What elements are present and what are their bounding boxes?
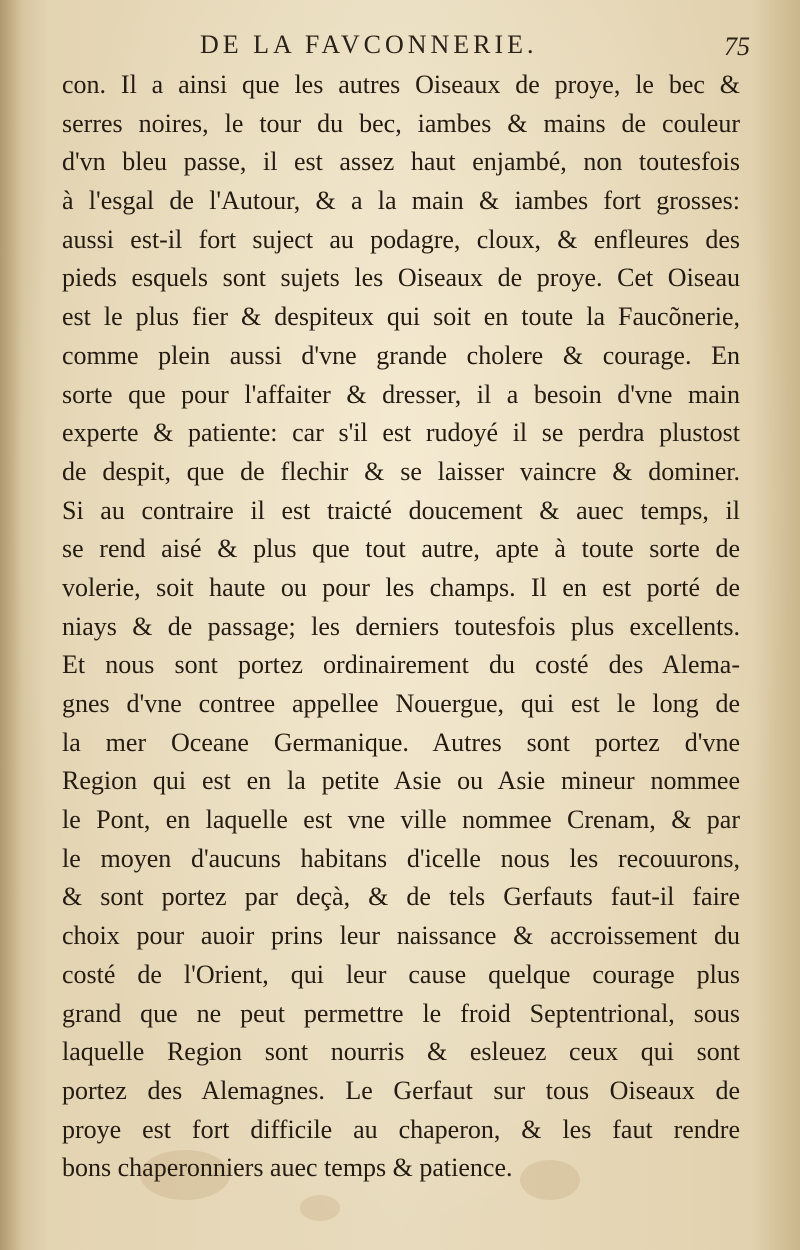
text-line: serres noires, le tour du bec, iambes & mains de couleur	[62, 108, 740, 138]
text-line: con. Il a ainsi que les autres Oiseaux de proye, le bec &	[62, 70, 740, 99]
page-header	[60, 30, 750, 70]
gutter-shadow	[0, 0, 22, 1250]
text-line: la mer Oceane Germanique. Autres sont portez d'vne	[62, 727, 740, 757]
body-text	[62, 66, 740, 1188]
text-line: choix pour auoir prins leur naissance & accroissement du	[62, 921, 740, 951]
text-line: grand que ne peut permettre le froid Septentrional, sous	[62, 998, 740, 1028]
text-line: gnes d'vne contree appellee Nouergue, qui est le long de	[62, 689, 740, 718]
text-line: bons chaperonniers auec temps & patience.	[62, 1153, 513, 1183]
text-line: d'vn bleu passe, il est assez haut enjambé, non toutesfois	[62, 147, 740, 177]
text-line: se rend aisé & plus que tout autre, apte à toute sorte de	[62, 534, 740, 564]
running-head: DE LA FAVCONNERIE.	[200, 30, 538, 59]
text-line: le Pont, en laquelle est vne ville nommee Crenam, & par	[62, 805, 740, 835]
text-line: volerie, soit haute ou pour les champs. Il en est porté de	[62, 572, 740, 602]
text-line: costé de l'Orient, qui leur cause quelque courage plus	[62, 959, 740, 989]
text-line: est le plus fier & despiteux qui soit en toute la Faucõnerie,	[62, 302, 740, 332]
text-line: Si au contraire il est traicté doucement & auec temps, il	[62, 495, 740, 525]
text-line: experte & patiente: car s'il est rudoyé il se perdra plustost	[62, 418, 740, 448]
text-line: Region qui est en la petite Asie ou Asie mineur nommee	[62, 766, 740, 796]
text-line: proye est fort difficile au chaperon, & les faut rendre	[62, 1114, 740, 1144]
text-line: sorte que pour l'affaiter & dresser, il a besoin d'vne main	[62, 379, 740, 409]
text-line: & sont portez par deçà, & de tels Gerfauts faut-il faire	[62, 882, 740, 912]
text-line: pieds esquels sont sujets les Oiseaux de proye. Cet Oiseau	[62, 263, 740, 293]
text-line: laquelle Region sont nourris & esleuez ceux qui sont	[62, 1037, 740, 1067]
text-line: Et nous sont portez ordinairement du costé des Alema-	[62, 650, 740, 680]
text-line: aussi est-il fort suject au podagre, cloux, & enfleures des	[62, 224, 740, 254]
text-line: le moyen d'aucuns habitans d'icelle nous les recouurons,	[62, 843, 740, 873]
foxing-stain	[300, 1195, 340, 1221]
page-number: 75	[724, 32, 750, 61]
text-line: comme plein aussi d'vne grande cholere & courage. En	[62, 340, 740, 370]
text-line: portez des Alemagnes. Le Gerfaut sur tous Oiseaux de	[62, 1075, 740, 1105]
text-line: à l'esgal de l'Autour, & a la main & iambes fort grosses:	[62, 186, 740, 216]
text-line: niays & de passage; les derniers toutesfois plus excellents.	[62, 611, 740, 641]
text-line: de despit, que de flechir & se laisser vaincre & dominer.	[62, 456, 740, 486]
